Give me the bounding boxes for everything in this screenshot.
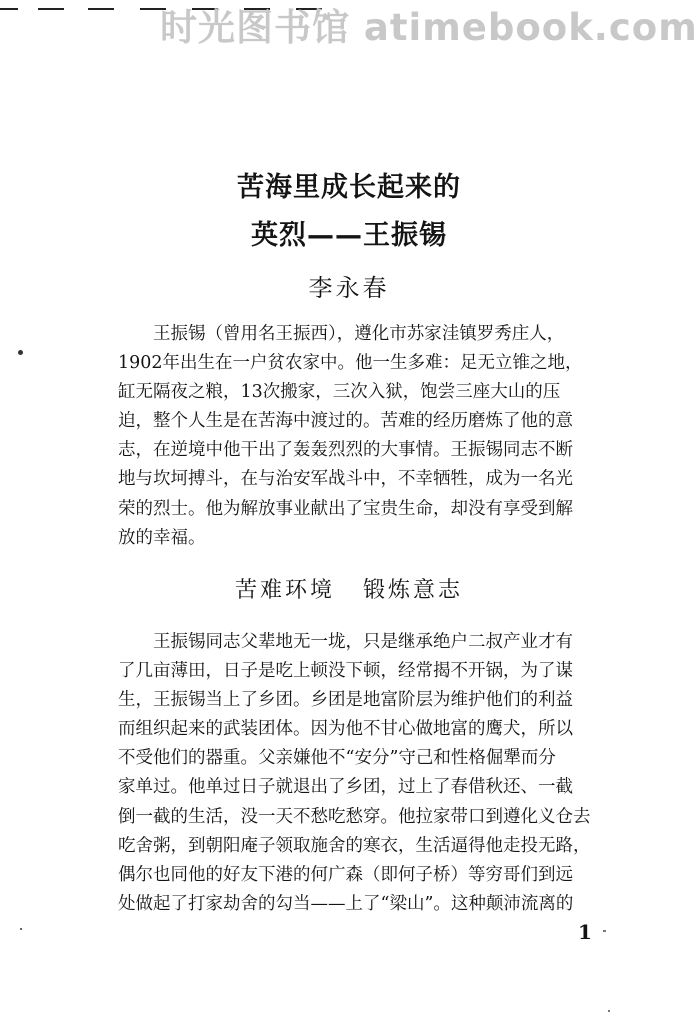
- intro-line: 王振锡（曾用名王振西），遵化市苏家洼镇罗秀庄人，: [153, 324, 565, 344]
- watermark: 时光图书馆 atimebook.com: [160, 6, 698, 49]
- section-line: 倒一截的生活，没一天不愁吃愁穿。他拉家带口到遵化义仓去: [118, 806, 591, 827]
- intro-line: 1902年出生在一户贫农家中。他一生多难：足无立锥之地，: [118, 353, 583, 374]
- intro-line: 迫，整个人生是在苦海中渡过的。苦难的经历磨炼了他的意: [118, 411, 573, 432]
- section-line: 处做起了打家劫舍的勾当——上了“梁山”。这种颠沛流离的: [118, 893, 574, 914]
- intro-paragraph: [118, 320, 628, 553]
- section-line: 了几亩薄田，日子是吃上顿没下顿，经常揭不开锅，为了谋: [118, 661, 573, 682]
- intro-line: 缸无隔夜之粮，13次搬家，三次入狱，饱尝三座大山的压: [118, 382, 561, 403]
- section-line: 生，王振锡当上了乡团。乡团是地富阶层为维护他们的利益: [118, 690, 573, 711]
- section-line: 王振锡同志父辈地无一垅，只是继承绝户二叔产业才有: [153, 632, 573, 652]
- scan-speck: [603, 930, 606, 932]
- section-heading: 苦难环境 锻炼意志: [235, 578, 463, 603]
- section-line: 而组织起来的武装团体。因为他不甘心做地富的鹰犬，所以: [118, 719, 573, 740]
- title-line-1: 苦海里成长起来的: [237, 172, 461, 203]
- author: 李永春: [308, 274, 390, 302]
- intro-line: 放的幸福。: [118, 527, 206, 548]
- section-line: 家单过。他单过日子就退出了乡团，过上了春借秋还、一截: [118, 777, 573, 798]
- scan-speck: [18, 350, 23, 355]
- page-number: 1: [578, 920, 592, 944]
- section-line: 吃舍粥，到朝阳庵子领取施舍的寒衣，生活逼得他走投无路，: [118, 835, 591, 856]
- section-line: 偶尔也同他的好友下港的何广森（即何子桥）等穷哥们到远: [118, 864, 573, 885]
- intro-line: 地与坎坷搏斗，在与治安军战斗中，不幸牺牲，成为一名光: [118, 469, 573, 490]
- intro-line: 志，在逆境中他干出了轰轰烈烈的大事情。王振锡同志不断: [118, 440, 573, 461]
- title-line-2: 英烈——王振锡: [251, 220, 447, 251]
- section-paragraph: [118, 628, 628, 919]
- section-line: 不受他们的器重。父亲嫌他不“安分”守己和性格倔犟而分: [118, 748, 556, 769]
- intro-line: 荣的烈士。他为解放事业献出了宝贵生命，却没有享受到解: [118, 498, 573, 519]
- scan-speck: [20, 928, 22, 930]
- scan-speck: [608, 1010, 610, 1012]
